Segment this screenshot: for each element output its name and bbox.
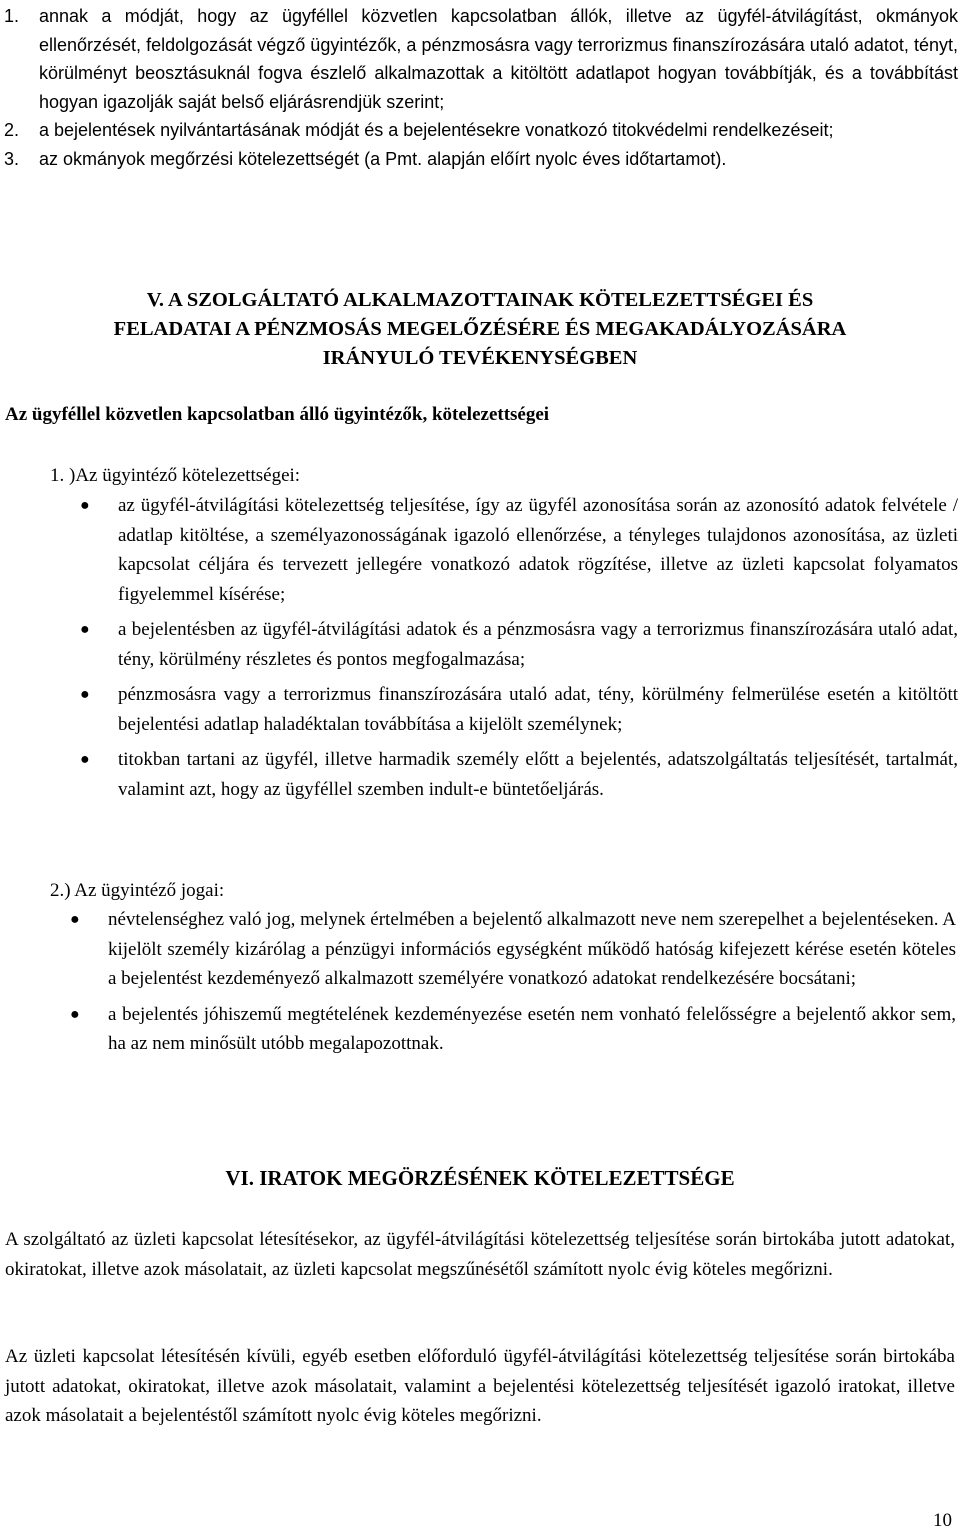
bullet-icon: ●	[70, 1005, 80, 1023]
bullet-icon: ●	[80, 621, 90, 638]
numbered-list	[0, 2, 958, 173]
list-item	[0, 145, 958, 174]
bullet-item: ● titokban tartani az ügyfél, illetve harmadik személy előtt a bejelentés, adatszolgáltatás teljesítését, tartalmát, valamint azt, hogy az ügyféllel szemben indult-e büntetőeljárás.	[0, 745, 958, 804]
bullet-icon: ●	[80, 751, 90, 768]
list-item	[0, 2, 958, 116]
bullet-item: ● a bejelentés jóhiszemű megtételének kezdeményezése esetén nem vonható felelősségre a bejelentő akkor sem, ha az nem minősült utóbb megalapozottnak.	[0, 1000, 956, 1059]
bullet-item: ● névtelenséghez való jog, melynek értelmében a bejelentő alkalmazott neve nem szerepelhet a bejelentéseken. A kijelölt személy kizárólag a pénzügyi információs egységként működő hatóság kifejezett kérése esetén köteles a bejelentést kezdeményező alkalmazott személyére vonatkozó adatokat rendelkezésére bocsátani;	[0, 905, 956, 994]
heading-line: FELADATAI A PÉNZMOSÁS MEGELŐZÉSÉRE ÉS MEGAKADÁLYOZÁSÁRA	[113, 318, 847, 340]
list-item	[0, 116, 958, 145]
bullet-icon: ●	[80, 497, 90, 514]
heading-line: IRÁNYULÓ TEVÉKENYSÉGBEN	[322, 347, 638, 369]
list-item-text: annak a módját, hogy az ügyféllel közvetlen kapcsolatban állók, illetve az ügyfél-átvilágítást, okmányok ellenőrzését, feldolgozását végző ügyintézők, a pénzmosásra vagy terrorizmus finanszírozására utaló adatot, tényt, körülményt beosztásuknál fogva észlelő alkalmazottak a kitöltött adatlapot hogyan továbbítják, és a továbbítást hogyan igazolják saját belső eljárásrendjük szerint;	[39, 6, 958, 112]
subheading: Az ügyféllel közvetlen kapcsolatban álló ügyintézők, kötelezettségei	[5, 404, 550, 425]
list-number: 1.	[4, 6, 20, 26]
bullet-icon: ●	[70, 911, 80, 928]
paragraph: A szolgáltató az üzleti kapcsolat létesítésekor, az ügyfél-átvilágítási kötelezettség teljesítése során birtokába jutott adatokat, okiratokat, illetve azok másolatait, az üzleti kapcsolat megszűnésétől számított nyolc évig köteles megőrizni.	[5, 1229, 955, 1280]
bullet-item: ● a bejelentésben az ügyfél-átvilágítási adatok és a pénzmosásra vagy a terrorizmus finanszírozására utaló adat, tény, körülmény részletes és pontos megfogalmazása;	[0, 615, 958, 674]
bullet-item: ● az ügyfél-átvilágítási kötelezettség teljesítése, így az ügyfél azonosítása során az azonosító adatok felvétele / adatlap kitöltése, a személyazonosságának igazoló ellenőrzése, a tényleges tulajdonos azonosítása, az üzleti kapcsolat céljára és tervezett jellegére vonatkozó adatok rögzítése, illetve az üzleti kapcsolat folyamatos figyelemmel kísérése;	[0, 491, 958, 609]
section-v-heading	[0, 286, 960, 373]
obligations-label: 1. )Az ügyintéző kötelezettségei:	[50, 465, 301, 486]
rights-label: 2.) Az ügyintéző jogai:	[50, 880, 225, 901]
paragraph: Az üzleti kapcsolat létesítésén kívüli, egyéb esetben előforduló ügyfél-átvilágítási kötelezettség teljesítése során birtokába jutott adatokat, okiratokat, illetve azok másolatait, valamint a bejelentési kötelezettség teljesítését igazoló iratokat, illetve azok másolatait a bejelentéstől számított nyolc évig köteles megőrizni.	[5, 1346, 955, 1426]
page-number: 10	[933, 1510, 952, 1531]
rights-list	[0, 905, 956, 1065]
bullet-icon: ●	[80, 686, 90, 703]
list-item-text: az okmányok megőrzési kötelezettségét (a Pmt. alapján előírt nyolc éves időtartamot).	[39, 148, 727, 169]
section-vi-heading: VI. IRATOK MEGÖRZÉSÉNEK KÖTELEZETTSÉGE	[225, 1166, 735, 1190]
list-number: 3.	[4, 148, 20, 169]
list-number: 2.	[4, 120, 20, 140]
obligations-list	[0, 491, 958, 810]
bullet-item: ● pénzmosásra vagy a terrorizmus finanszírozására utaló adat, tény, körülmény felmerülése esetén a kitöltött bejelentési adatlap haladéktalan továbbítása a kijelölt személynek;	[0, 680, 958, 739]
heading-line: V. A SZOLGÁLTATÓ ALKALMAZOTTAINAK KÖTELEZETTSÉGEI ÉS	[146, 289, 814, 311]
list-item-text: a bejelentések nyilvántartásának módját és a bejelentésekre vonatkozó titokvédelmi rendelkezéseit;	[39, 120, 834, 140]
